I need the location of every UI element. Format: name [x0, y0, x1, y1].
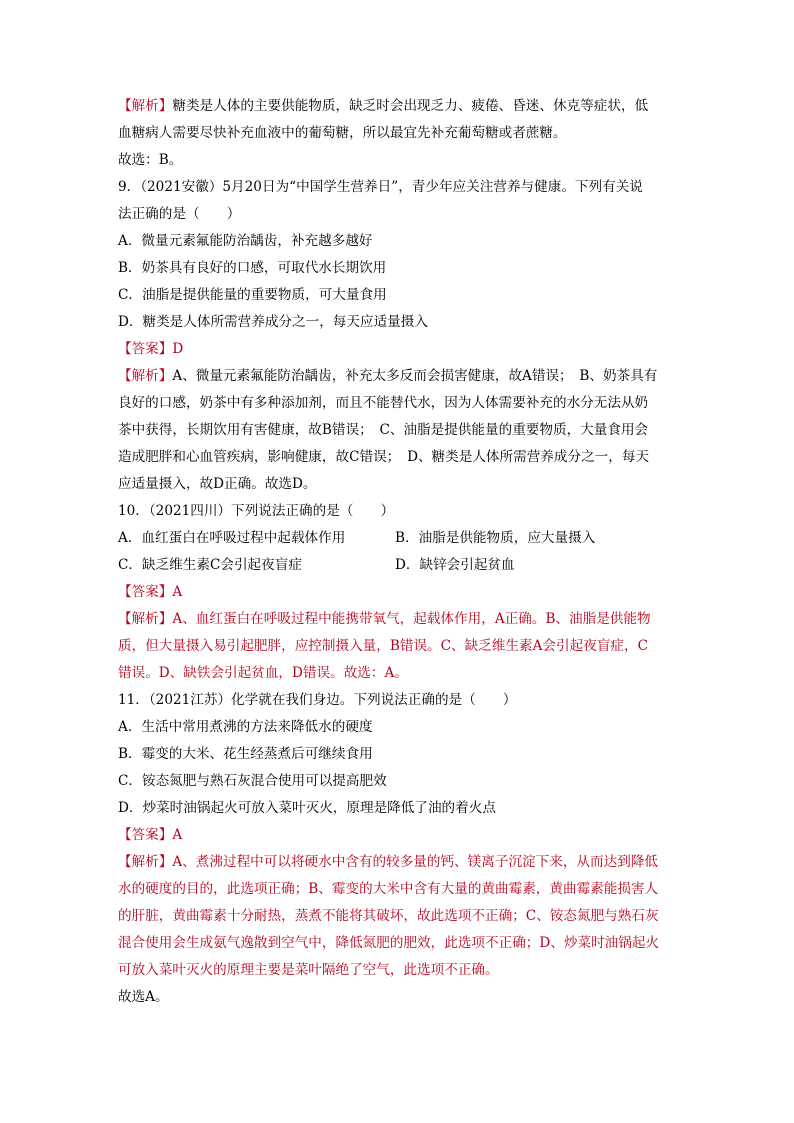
answer-tag: 【答案】: [118, 584, 173, 600]
q9-analysis-line-2: 良好的口感，奶茶中有多种添加剂，而且不能替代水，因为人体需要补充的水分无法从奶: [118, 395, 649, 411]
prev-analysis-line-2: 血糖病人需要尽快补充血液中的葡萄糖，所以最宜先补充葡萄糖或者蔗糖。: [118, 125, 567, 141]
q9-analysis-line-5: 应适量摄入，故D正确。故选D。: [118, 476, 317, 492]
q11-analysis-line-4: 混合使用会生成氨气逸散到空气中，降低氮肥的肥效，此选项不正确；D、炒菜时油锅起火: [118, 935, 660, 951]
q11-analysis-line-1: 【解析】A、煮沸过程中可以将硬水中含有的较多量的钙、镁离子沉淀下来，从而达到降低: [118, 854, 658, 870]
prev-conclusion: 故选：B。: [118, 152, 183, 168]
q10-analysis-line-3: 错误。D、缺铁会引起贫血，D错误。故选：A。: [118, 665, 408, 681]
q10-options-row-2: [118, 552, 678, 579]
q9-stem-line-2: 法正确的是（ ）: [118, 206, 241, 222]
analysis-tag: 【解析】: [118, 98, 173, 114]
prev-analysis-line-1: 【解析】糖类是人体的主要供能物质，缺乏时会出现乏力、疲倦、昏迷、休克等症状，低: [118, 98, 649, 114]
q9-analysis-line-4: 造成肥胖和心血管疾病，影响健康，故C错误； D、糖类是人体所需营养成分之一，每天: [118, 449, 650, 465]
q9-option-d: D．糖类是人体所需营养成分之一，每天应适量摄入: [118, 314, 428, 330]
q9-option-c: C．油脂是提供能量的重要物质，可大量食用: [118, 287, 387, 303]
q11-analysis-line-3: 的肝脏，黄曲霉素十分耐热，蒸煮不能将其破坏，故此选项不正确；C、铵态氮肥与熟石灰: [118, 908, 659, 924]
q10-answer: [118, 579, 678, 606]
q11-option-c: C．铵态氮肥与熟石灰混合使用可以提高肥效: [118, 773, 387, 789]
q9-option-a: A．微量元素氟能防治龋齿，补充越多越好: [118, 233, 373, 249]
q9-analysis-line-3: 茶中获得，长期饮用有害健康，故B错误； C、油脂是提供能量的重要物质，大量食用会: [118, 422, 649, 438]
q9-option-b: B．奶茶具有良好的口感，可取代水长期饮用: [118, 260, 387, 276]
q10-option-a: A．血红蛋白在呼吸过程中起载体作用: [118, 530, 346, 546]
q11-option-d: D．炒菜时油锅起火可放入菜叶灭火，原理是降低了油的着火点: [118, 800, 496, 816]
answer-value: D: [172, 341, 184, 357]
q9-stem-line-1: 9．（2021安徽）5月20日为“中国学生营养日”，青少年应关注营养与健康。下列有关说: [118, 179, 643, 195]
analysis-tag: 【解析】: [118, 368, 173, 384]
q10-options-row-1: [118, 525, 678, 552]
q11-analysis-line-2: 水的硬度的目的，此选项正确；B、霉变的大米中含有大量的黄曲霉素，黄曲霉素能损害人: [118, 881, 659, 897]
q10-analysis-line-1: 【解析】A、血红蛋白在呼吸过程中能携带氧气，起载体作用，A正确。B、油脂是供能物: [118, 611, 651, 627]
answer-value: A: [172, 584, 183, 600]
answer-tag: 【答案】: [118, 341, 173, 357]
q11-analysis-line-5: 可放入菜叶灭火的原理主要是菜叶隔绝了空气，此选项不正确。: [118, 962, 499, 978]
q10-option-d: D．缺锌会引起贫血: [395, 557, 515, 573]
answer-value: A: [172, 827, 183, 843]
q9-analysis-line-1: 【解析】A、微量元素氟能防治龋齿，补充太多反而会损害健康，故A错误； B、奶茶具有: [118, 368, 658, 384]
q11-conclusion: 故选A。: [118, 989, 169, 1005]
q11-answer: [118, 822, 678, 849]
q10-stem: 10．（2021四川）下列说法正确的是（ ）: [118, 503, 395, 519]
q10-option-c: C．缺乏维生素C会引起夜盲症: [118, 557, 302, 573]
analysis-tag: 【解析】: [118, 611, 173, 627]
analysis-tag: 【解析】: [118, 854, 173, 870]
q11-option-b: B．霉变的大米、花生经蒸煮后可继续食用: [118, 746, 373, 762]
q11-option-a: A．生活中常用煮沸的方法来降低水的硬度: [118, 719, 373, 735]
q10-option-b: B．油脂是供能物质，应大量摄入: [395, 530, 596, 546]
q9-answer: [118, 336, 678, 363]
document-page: [118, 93, 678, 1011]
q10-analysis-line-2: 质，但大量摄入易引起肥胖，应控制摄入量，B错误。C、缺乏维生素A会引起夜盲症，C: [118, 638, 648, 654]
q11-stem: 11．（2021江苏）化学就在我们身边。下列说法正确的是（ ）: [118, 692, 517, 708]
answer-tag: 【答案】: [118, 827, 173, 843]
